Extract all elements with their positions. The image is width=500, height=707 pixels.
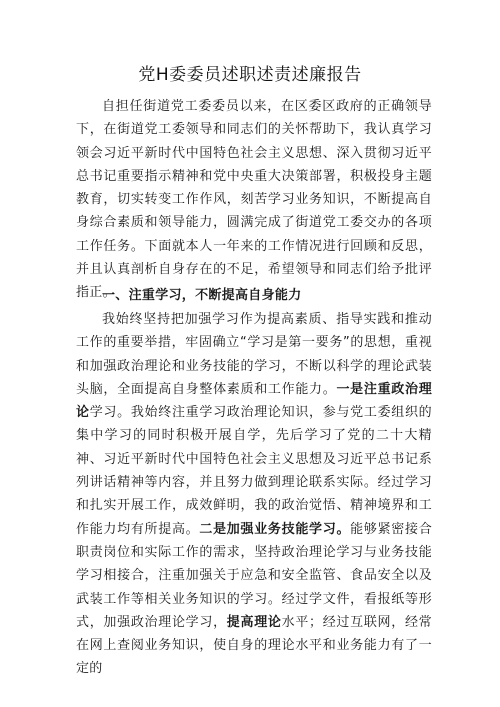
document-title: 党H委委员述职述责述廉报告: [138, 65, 362, 85]
intro-paragraph: 自担任街道党工委委员以来，在区委区政府的正确领导下，在街道党工委领导和同志们的关怀帮助下，我认真学习领会习近平新时代中国特色社会主义思想、深入贯彻习近平总书记重要指示精神和党中央重大决策部署，积极投身主题教育，切实转变工作作风，刻苦学习业务知识，不断提高自身综合素质和领导能力，圆满完成了街道党工委交办的各项工作任务。下面就本人一年来的工作情况进行回顾和反思，并且认真剖析自身存在的不足，希望领导和同志们给予批评指正。: [76, 99, 432, 301]
bold-phrase: 二是加强业务技能学习。: [199, 521, 351, 537]
bold-phrase: 提高理论: [226, 614, 282, 630]
section-paragraph: [76, 308, 432, 681]
paragraph-text: 水平；经过互联网，经常在网上查阅业务知识，使自身的理论水平和业务能力有了一定的: [76, 614, 432, 677]
paragraph-text: 学习。我始终注重学习政治理论知识，参与党工委组织的集中学习的同时积极开展自学，先后学习了党的二十大精神、习近平新时代中国特色社会主义思想及习近平总书记系列讲话精神等内容，并且努力做到理论联系实际。经过学习和扎实开展工作，成效鲜明，我的政治觉悟、精神境界和工作能力均有所提高。: [76, 405, 432, 537]
paragraph-text: 我始终坚持把加强学习作为提高素质、指导实践和推动工作的重要举措，牢固确立“学习是第一要务”的思想，重视和加强政治理论和业务技能的学习，不断以科学的理论武装头脑，全面提高自身整体素质和工作能力。: [76, 312, 432, 397]
section-heading: 一、注重学习，不断提高自身能力: [102, 288, 302, 303]
bold-phrase: 一是注重政治理论: [76, 381, 432, 421]
paragraph-text: 能够紧密接合职责岗位和实际工作的需求，坚持政治理论学习与业务技能学习相接合，注重加强关于应急和安全监管、食品安全以及武装工作等相关业务知识的学习。经过学文件，看报纸等形式，加强政治理论学习，: [76, 521, 432, 630]
